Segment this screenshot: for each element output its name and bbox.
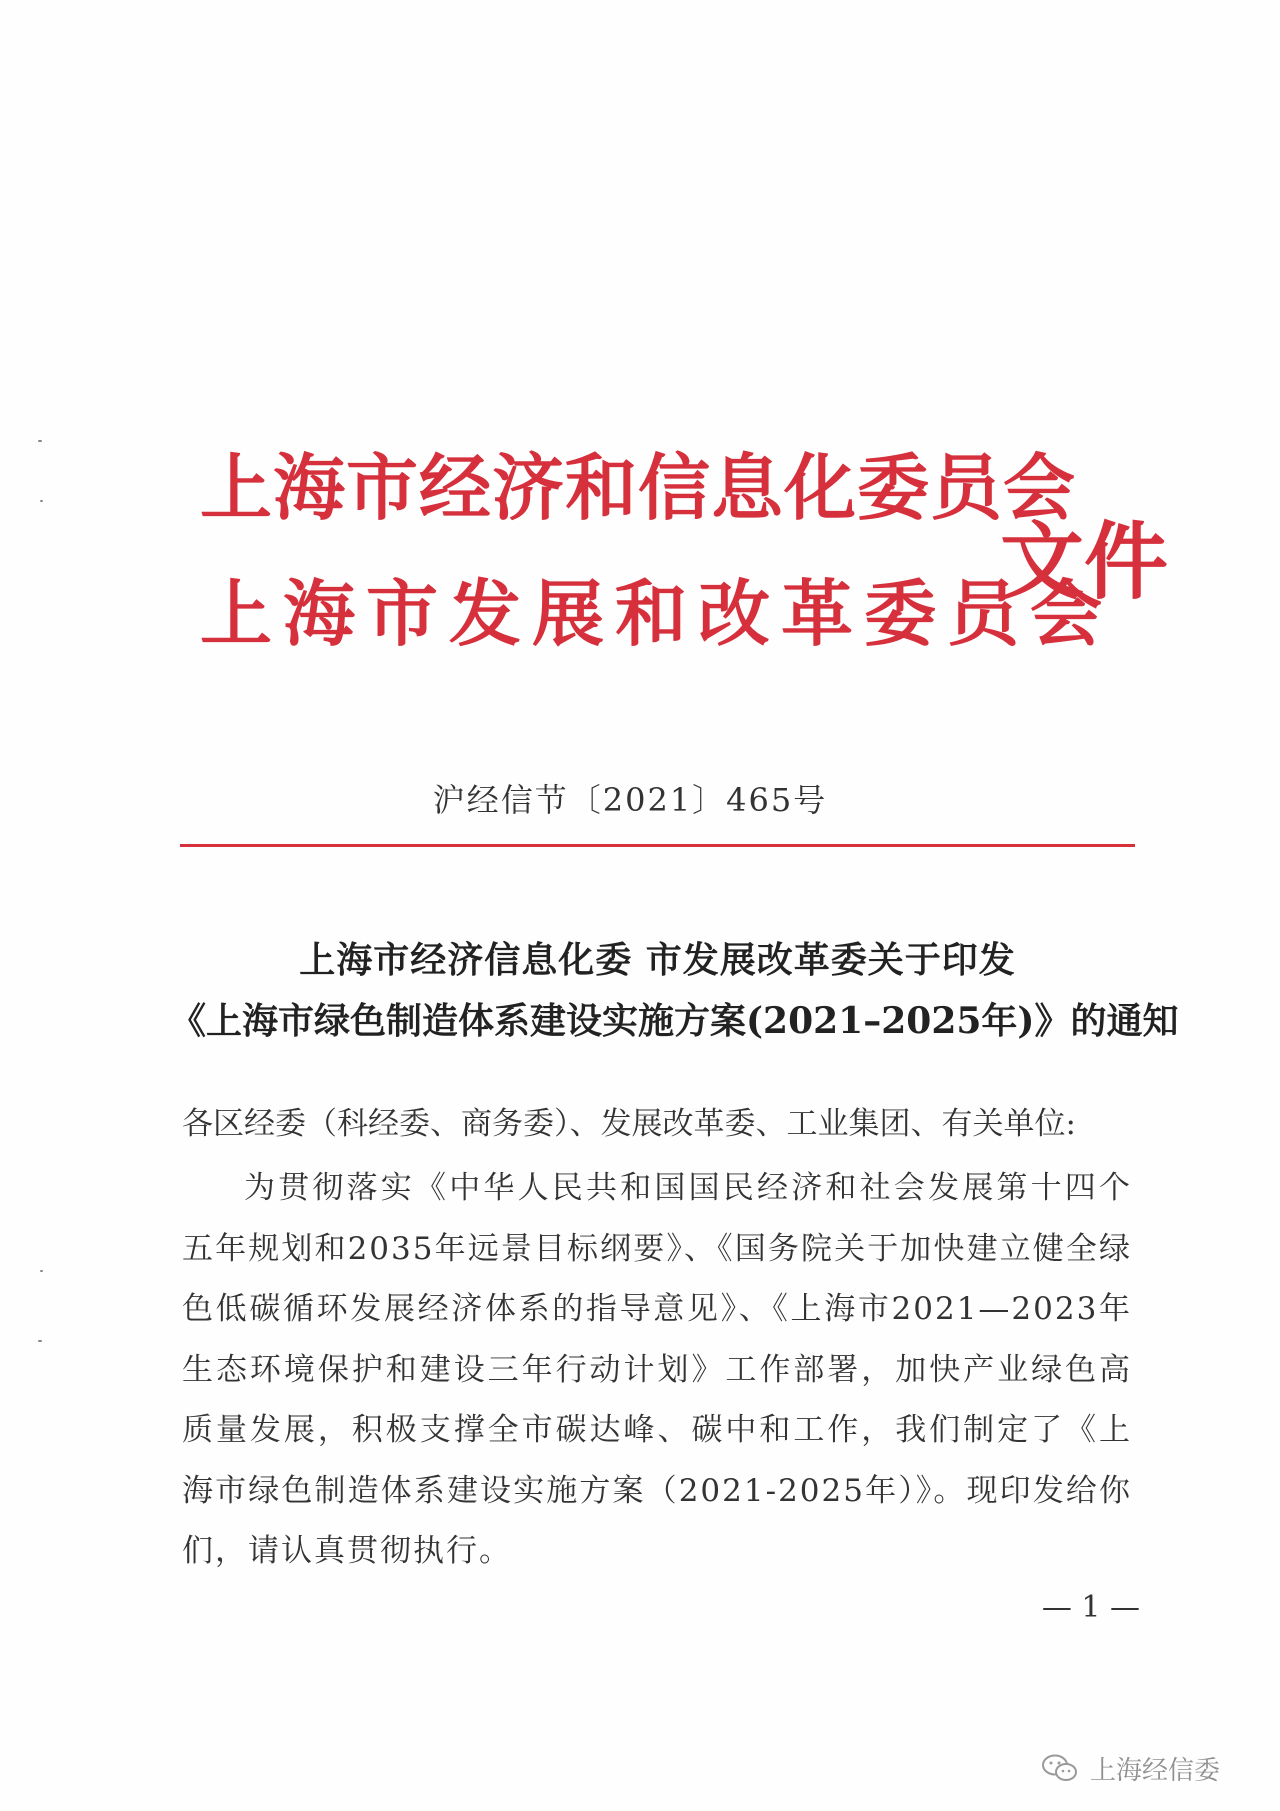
salutation: 各区经委（科经委、商务委）、发展改革委、工业集团、有关单位: xyxy=(182,1106,1076,1142)
org-name-economy-informatization: 上海市经济和信息化委员会 xyxy=(200,445,1077,530)
scan-artifact xyxy=(38,440,42,442)
notice-title-line-2: 《上海市绿色制造体系建设实施方案(2021–2025年)》的通知 xyxy=(170,1000,1179,1042)
document-number: 沪经信节〔2021〕465号 xyxy=(432,781,828,819)
scan-artifact xyxy=(40,1270,43,1272)
watermark-text: 上海经信委 xyxy=(1090,1755,1221,1786)
issuing-organizations-header xyxy=(200,440,1169,680)
scan-artifact xyxy=(38,1340,42,1342)
scan-artifact xyxy=(40,500,43,502)
page-number: — 1 — xyxy=(1041,1590,1140,1625)
doc-type-label: 文件 xyxy=(1000,512,1169,611)
body-paragraph: 为贯彻落实《中华人民共和国国民经济和社会发展第十四个五年规划和2035年远景目标纲要》、《国务院关于加快建立健全绿色低碳循环发展经济体系的指导意见》、《上海市2021—2023年生态环境保护和建设三年行动计划》工作部署，加快产业绿色高质量发展，积极支撑全市碳达峰、碳中和工作，我们制定了《上海市绿色制造体系建设实施方案（2021-2025年）》。现印发给你们，请认真贯彻执行。 xyxy=(182,1170,1132,1569)
red-divider-line xyxy=(180,844,1135,847)
notice-title-line-1: 上海市经济信息化委 市发展改革委关于印发 xyxy=(299,939,1016,981)
wechat-icon xyxy=(1040,1753,1080,1783)
org-name-development-reform: 上海市发展和改革委员会 xyxy=(200,571,1114,656)
wechat-watermark xyxy=(1040,1748,1220,1788)
